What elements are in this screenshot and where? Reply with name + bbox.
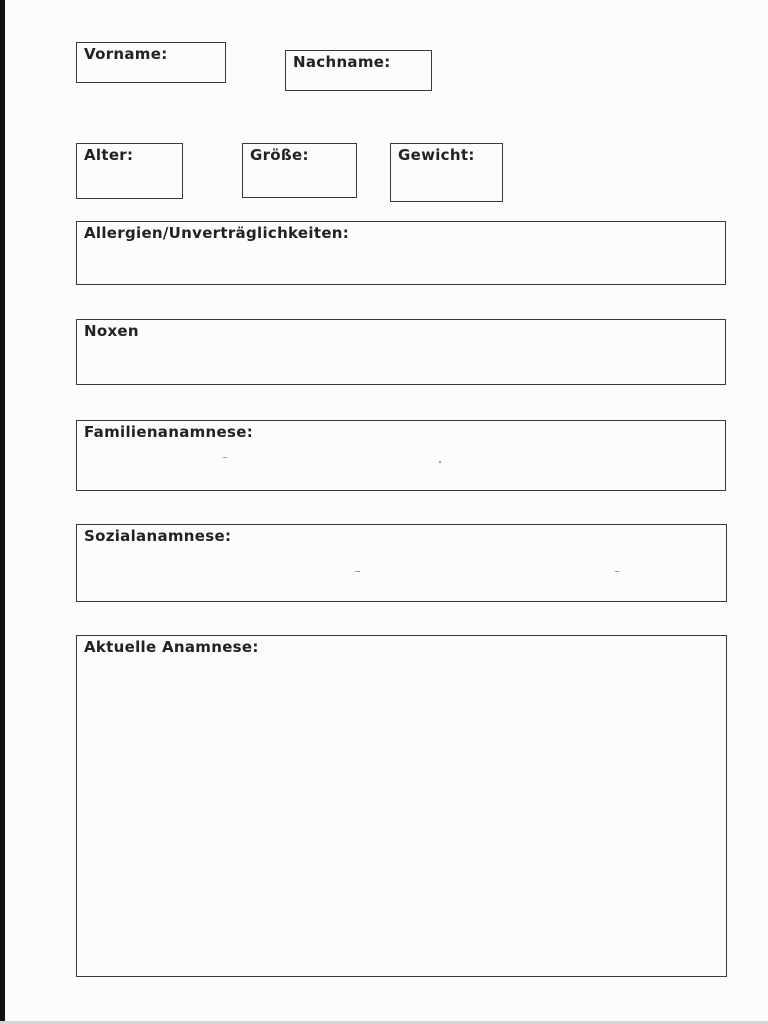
alter-field[interactable]: [76, 143, 183, 199]
vorname-label: Vorname:: [84, 45, 168, 63]
aktuelle-anamnese-label: Aktuelle Anamnese:: [84, 638, 259, 656]
sozialanamnese-field[interactable]: [76, 524, 727, 602]
scan-speck: [355, 571, 360, 572]
scan-speck: [223, 457, 227, 458]
nachname-field[interactable]: [285, 50, 432, 91]
scan-speck: [439, 461, 441, 463]
alter-label: Alter:: [84, 146, 134, 164]
gewicht-label: Gewicht:: [398, 146, 475, 164]
groesse-field[interactable]: [242, 143, 357, 198]
noxen-label: Noxen: [84, 322, 139, 340]
scan-speck: [615, 571, 619, 572]
familienanamnese-field[interactable]: [76, 420, 726, 491]
sozialanamnese-label: Sozialanamnese:: [84, 527, 232, 545]
familienanamnese-label: Familienanamnese:: [84, 423, 254, 441]
scan-left-edge: [0, 0, 5, 1024]
noxen-field[interactable]: [76, 319, 726, 385]
groesse-label: Größe:: [250, 146, 309, 164]
aktuelle-anamnese-field[interactable]: [76, 635, 727, 977]
vorname-field[interactable]: [76, 42, 226, 83]
allergien-field[interactable]: [76, 221, 726, 285]
nachname-label: Nachname:: [293, 53, 391, 71]
allergien-label: Allergien/Unverträglichkeiten:: [84, 224, 350, 242]
gewicht-field[interactable]: [390, 143, 503, 202]
